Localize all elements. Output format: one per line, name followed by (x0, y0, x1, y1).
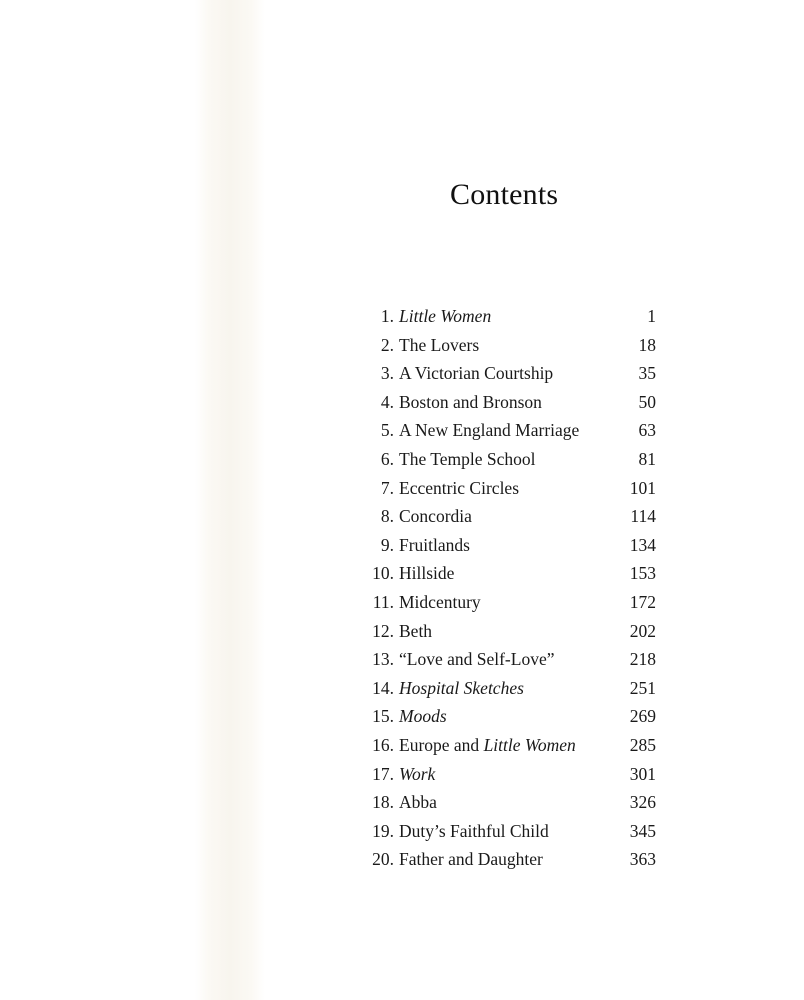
toc-entry (360, 502, 660, 531)
chapter-title-part: Boston and Bronson (399, 391, 542, 412)
chapter-title (399, 760, 435, 789)
chapter-title (399, 331, 479, 360)
table-of-contents (360, 302, 660, 874)
chapter-title (399, 731, 576, 760)
toc-entry (360, 731, 660, 760)
chapter-title-part: Little Women (483, 734, 576, 755)
chapter-title-part: Hillside (399, 563, 455, 584)
chapter-number: 9. (380, 534, 394, 555)
chapter-title (399, 817, 549, 846)
chapter-title (399, 645, 554, 674)
page-number: 345 (629, 820, 656, 841)
chapter-title (399, 559, 454, 588)
page-number: 50 (638, 391, 656, 412)
chapter-title (399, 416, 579, 445)
page-number: 63 (638, 420, 656, 441)
page-title: Contents (450, 178, 559, 211)
chapter-title-part: “Love and Self-Love” (399, 649, 555, 670)
chapter-title-part: Beth (399, 620, 433, 641)
chapter-title (399, 674, 524, 703)
toc-entry (360, 445, 660, 474)
page-number: 1 (647, 306, 656, 326)
chapter-title-part: Duty’s Faithful Child (399, 820, 549, 841)
toc-entry (360, 760, 660, 789)
chapter-number: 2. (380, 334, 394, 355)
toc-entry (360, 817, 660, 846)
chapter-title-part: Concordia (399, 506, 472, 527)
toc-entry (360, 645, 660, 674)
chapter-title (399, 359, 553, 388)
page-number: 269 (629, 706, 656, 727)
toc-entry (360, 474, 660, 503)
toc-entry (360, 845, 660, 874)
page-number: 301 (629, 763, 656, 784)
chapter-title-part: Abba (399, 792, 437, 813)
page-number: 18 (638, 334, 656, 355)
page-number: 326 (629, 792, 656, 813)
chapter-title-part: Eccentric Circles (399, 477, 520, 498)
page-number: 363 (629, 849, 656, 870)
chapter-title-part: Hospital Sketches (399, 677, 524, 698)
chapter-title-part: Work (399, 763, 436, 784)
chapter-title (399, 702, 447, 731)
chapter-title (399, 531, 470, 560)
page-number: 35 (638, 363, 656, 384)
chapter-number: 12. (372, 620, 394, 641)
chapter-title (399, 788, 437, 817)
page-number: 81 (638, 448, 656, 469)
chapter-title (399, 845, 543, 874)
page-number: 114 (630, 506, 656, 527)
toc-entry (360, 416, 660, 445)
toc-entry (360, 531, 660, 560)
chapter-title-part: Father and Daughter (399, 849, 543, 870)
chapter-title-part: Fruitlands (399, 534, 470, 555)
chapter-title-part: The Temple School (399, 448, 536, 469)
chapter-number: 14. (372, 677, 394, 698)
page-number: 172 (629, 591, 656, 612)
chapter-number: 17. (372, 763, 394, 784)
chapter-number: 8. (380, 506, 394, 527)
toc-entry (360, 788, 660, 817)
page-number: 202 (629, 620, 656, 641)
toc-entry (360, 617, 660, 646)
chapter-number: 5. (380, 420, 394, 441)
chapter-number: 11. (372, 591, 394, 612)
chapter-title-part: Moods (399, 706, 447, 727)
chapter-title-part: A Victorian Courtship (399, 363, 554, 384)
chapter-title-part: Europe and (399, 734, 484, 755)
chapter-title (399, 588, 481, 617)
chapter-title (399, 445, 535, 474)
toc-entry (360, 331, 660, 360)
chapter-number: 18. (372, 792, 394, 813)
toc-entry (360, 702, 660, 731)
page-number: 285 (629, 734, 656, 755)
chapter-number: 13. (372, 649, 394, 670)
toc-entry (360, 302, 660, 331)
chapter-number: 10. (372, 563, 394, 584)
chapter-number: 4. (380, 391, 394, 412)
chapter-title (399, 388, 542, 417)
toc-entry (360, 559, 660, 588)
chapter-number: 1. (380, 306, 394, 326)
page-number: 218 (629, 649, 656, 670)
page-number: 101 (629, 477, 656, 498)
page-number: 153 (629, 563, 656, 584)
page-number: 251 (629, 677, 656, 698)
chapter-title-part: A New England Marriage (399, 420, 580, 441)
page-gutter-shadow (195, 0, 265, 1000)
toc-entry (360, 674, 660, 703)
toc-entry (360, 359, 660, 388)
chapter-title-part: Little Women (399, 306, 492, 326)
chapter-number: 7. (380, 477, 394, 498)
chapter-title (399, 617, 432, 646)
chapter-number: 20. (372, 849, 394, 870)
chapter-number: 19. (372, 820, 394, 841)
chapter-title (399, 502, 472, 531)
chapter-number: 15. (372, 706, 394, 727)
chapter-number: 16. (372, 734, 394, 755)
page-number: 134 (629, 534, 656, 555)
chapter-title (399, 302, 491, 331)
toc-entry (360, 588, 660, 617)
chapter-title (399, 474, 519, 503)
chapter-title-part: Midcentury (399, 591, 481, 612)
chapter-number: 3. (380, 363, 394, 384)
chapter-title-part: The Lovers (399, 334, 480, 355)
toc-entry (360, 388, 660, 417)
chapter-number: 6. (380, 448, 394, 469)
